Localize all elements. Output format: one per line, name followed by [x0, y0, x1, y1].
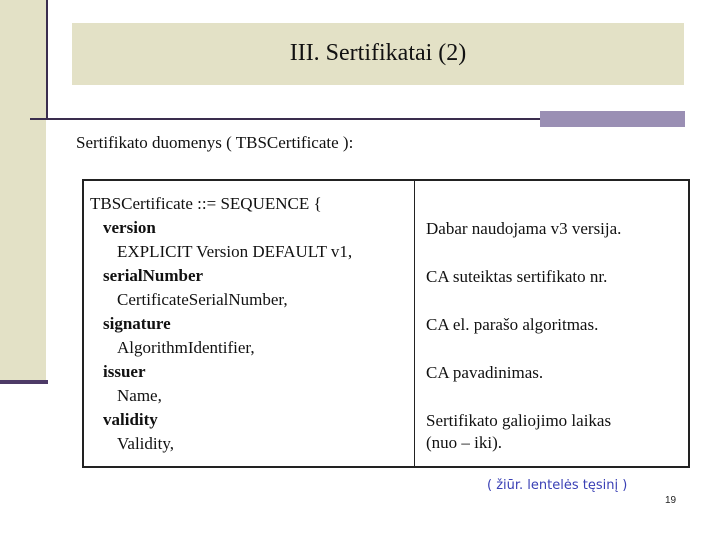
continuation-note: ( žiūr. lentelės tęsinį )	[487, 478, 628, 493]
decorative-left-accent	[0, 380, 48, 384]
sequence-header: TBSCertificate ::= SEQUENCE {	[90, 194, 322, 213]
intro-text: Sertifikato duomenys ( TBSCertificate ):	[76, 133, 354, 152]
field-name-validity: validity	[103, 410, 158, 429]
field-type-validity: Validity,	[117, 434, 174, 453]
description-validity-range: (nuo – iki).	[426, 433, 503, 452]
field-type-serial-number: CertificateSerialNumber,	[117, 290, 288, 309]
definition-table	[82, 179, 690, 468]
asn1-definition	[90, 192, 352, 456]
description-version: Dabar naudojama v3 versija.	[426, 219, 622, 238]
decorative-vertical-line	[46, 0, 48, 118]
description-issuer: CA pavadinimas.	[426, 363, 544, 382]
field-type-signature: AlgorithmIdentifier,	[117, 338, 255, 357]
field-type-version: EXPLICIT Version DEFAULT v1,	[117, 242, 353, 261]
page-number: 19	[665, 495, 677, 506]
title-rule-accent-block	[540, 111, 685, 127]
field-type-issuer: Name,	[117, 386, 162, 405]
field-name-issuer: issuer	[103, 362, 146, 381]
description-serial-number: CA suteiktas sertifikato nr.	[426, 267, 608, 286]
field-name-signature: signature	[103, 314, 171, 333]
title-band	[72, 23, 684, 85]
slide-title: III. Sertifikatai (2)	[289, 40, 467, 66]
decorative-left-bar	[0, 0, 46, 384]
description-validity: Sertifikato galiojimo laikas	[426, 411, 612, 430]
field-name-version: version	[103, 218, 156, 237]
field-name-serial-number: serialNumber	[103, 266, 204, 285]
table-divider	[414, 181, 415, 466]
description-signature: CA el. parašo algoritmas.	[426, 315, 599, 334]
